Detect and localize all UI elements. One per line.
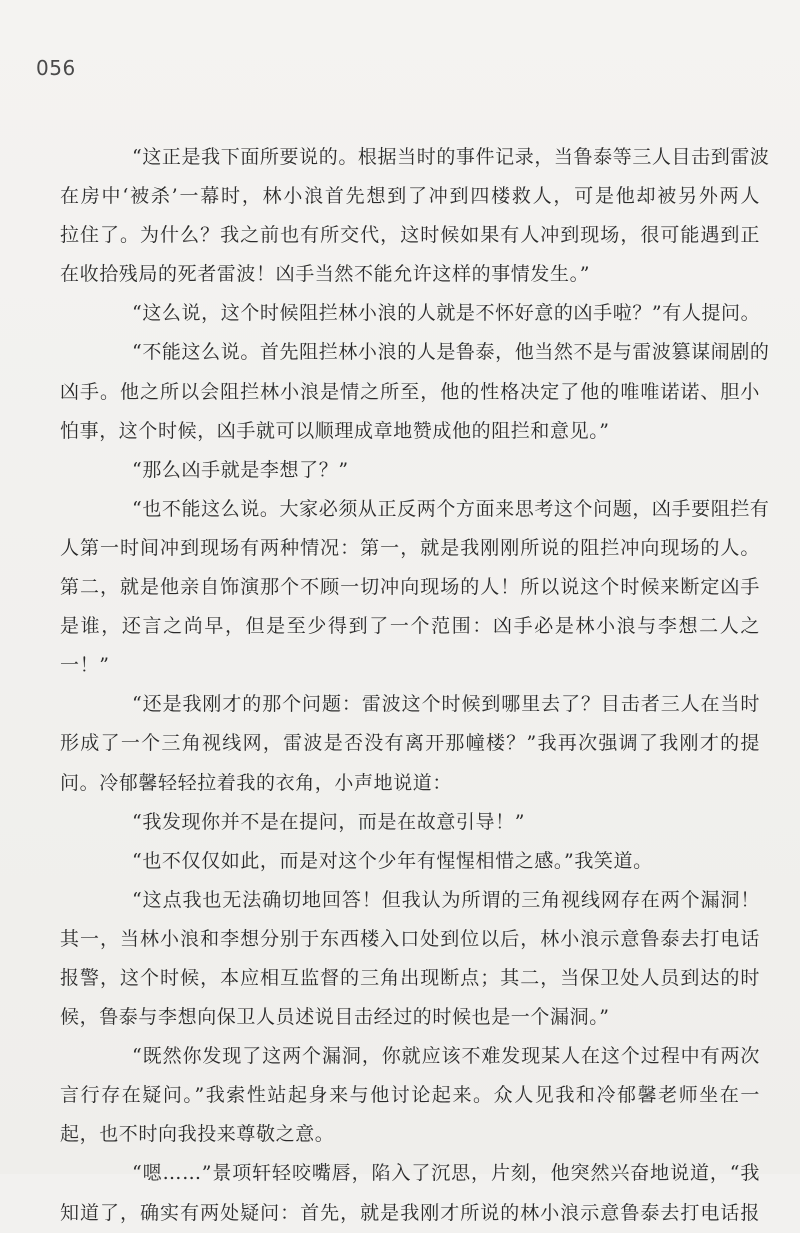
page-number: 056 xyxy=(36,56,76,80)
text-line: 拉住了。为什么？我之前也有所交代，这时候如果有人冲到现场，很可能遇到正 xyxy=(60,224,760,247)
text-line: “既然你发现了这两个漏洞，你就应该不难发现某人在这个过程中有两次 xyxy=(132,1045,760,1068)
text-line: 知道了，确实有两处疑问：首先，就是我刚才所说的林小浪示意鲁泰去打电话报 xyxy=(60,1201,760,1224)
text-line: “这么说，这个时候阻拦林小浪的人就是不怀好意的凶手啦？”有人提问。 xyxy=(132,302,761,325)
body-text xyxy=(60,138,770,1233)
text-line: 候，鲁泰与李想向保卫人员述说目击经过的时候也是一个漏洞。” xyxy=(60,1006,610,1029)
text-line: 人第一时间冲到现场有两种情况：第一，就是我刚刚所说的阻拦冲向现场的人。 xyxy=(60,536,760,559)
text-line: “也不能这么说。大家必须从正反两个方面来思考这个问题，凶手要阻拦有 xyxy=(132,497,770,520)
text-line: 报警，这个时候，本应相互监督的三角出现断点；其二，当保卫处人员到达的时 xyxy=(60,966,760,989)
text-line: “嗯……”景项轩轻咬嘴唇，陷入了沉思，片刻，他突然兴奋地说道，“我 xyxy=(132,1162,760,1185)
text-line: “那么凶手就是李想了？” xyxy=(132,458,349,481)
text-line: 一！” xyxy=(60,654,110,677)
text-line: 在收拾残局的死者雷波！凶手当然不能允许这样的事情发生。” xyxy=(60,263,591,286)
text-line: 言行存在疑问。”我索性站起身来与他讨论起来。众人见我和冷郁馨老师坐在一 xyxy=(60,1084,760,1107)
text-line: “也不仅仅如此，而是对这个少年有惺惺相惜之感。”我笑道。 xyxy=(132,849,653,872)
text-line: 问。冷郁馨轻轻拉着我的衣角，小声地说道： xyxy=(60,771,453,794)
text-line: “这点我也无法确切地回答！但我认为所谓的三角视线网存在两个漏洞！ xyxy=(132,888,760,911)
text-line: “不能这么说。首先阻拦林小浪的人是鲁泰，他当然不是与雷波篡谋闹剧的 xyxy=(132,341,770,364)
text-line: 第二，就是他亲自饰演那个不顾一切冲向现场的人！所以说这个时候来断定凶手 xyxy=(60,576,760,599)
text-line: 起，也不时向我投来尊敬之意。 xyxy=(60,1123,335,1146)
text-line: “这正是我下面所要说的。根据当时的事件记录，当鲁泰等三人目击到雷波 xyxy=(132,146,770,168)
text-line: “还是我刚才的那个问题：雷波这个时候到哪里去了？目击者三人在当时 xyxy=(132,693,760,716)
text-line: 凶手。他之所以会阻拦林小浪是情之所至，他的性格决定了他的唯唯诺诺、胆小 xyxy=(60,380,760,403)
text-line: 怕事，这个时候，凶手就可以顺理成章地赞成他的阻拦和意见。” xyxy=(60,419,610,442)
text-line: 是谁，还言之尚早，但是至少得到了一个范围：凶手必是林小浪与李想二人之 xyxy=(60,615,760,638)
text-line: 形成了一个三角视线网，雷波是否没有离开那幢楼？”我再次强调了我刚才的提 xyxy=(60,732,760,755)
text-line: 其一，当林小浪和李想分别于东西楼入口处到位以后，林小浪示意鲁泰去打电话 xyxy=(60,927,760,950)
text-line: “我发现你并不是在提问，而是在故意引导！” xyxy=(132,810,526,833)
text-line: 在房中‘被杀’一幕时，林小浪首先想到了冲到四楼救人，可是他却被另外两人 xyxy=(60,185,760,208)
